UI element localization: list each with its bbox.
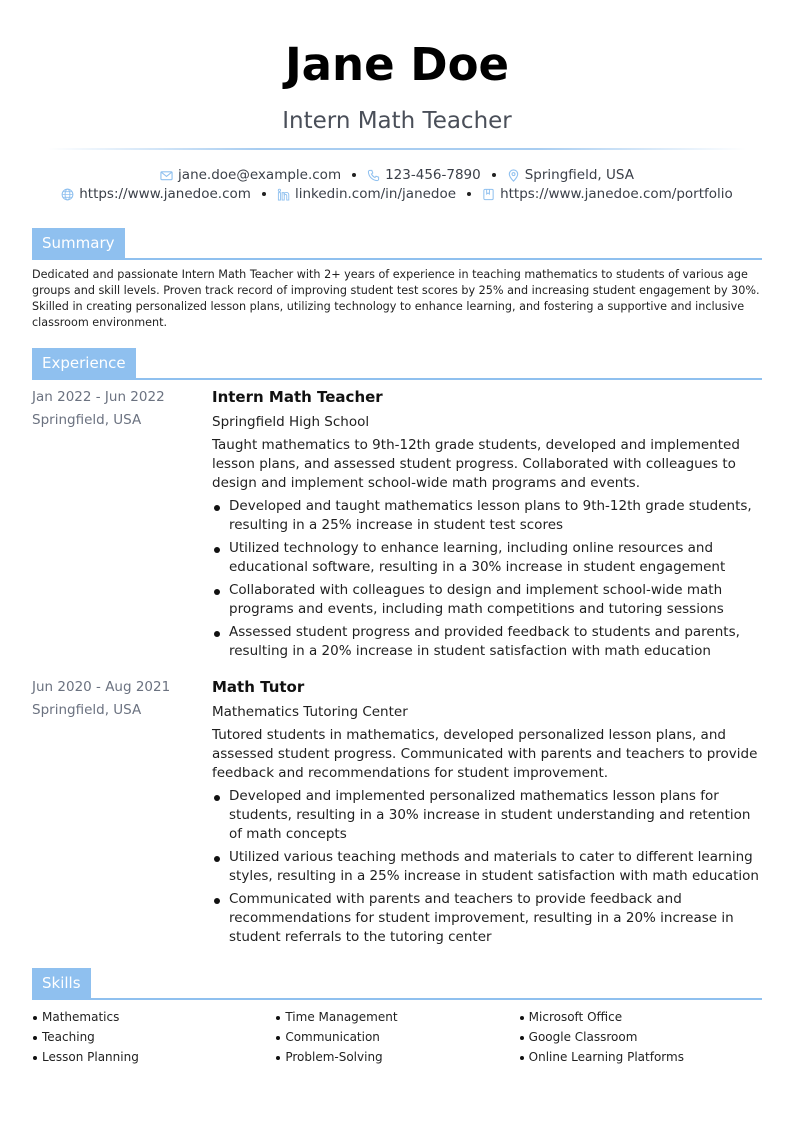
envelope-icon	[160, 169, 173, 182]
contact-linkedin[interactable]	[277, 185, 456, 203]
bullet-item: Assessed student progress and provided feedback to students and parents, resulting in a 20% increase in student satisfaction with math education	[212, 623, 762, 661]
separator-dot	[492, 173, 496, 177]
summary-text: Dedicated and passionate Intern Math Teacher with 2+ years of experience in teaching mathematics to students of various age groups and skill levels. Proven track record of improving student test scores by 25% and increasing student engagement by 30%. Skilled in creating personalized lesson plans, utilizing technology to enhance learning, and fostering a supportive and inclusive classroom environment.	[32, 268, 760, 329]
bullet-item: Collaborated with colleagues to design and implement school-wide math programs and events, including math competitions and tutoring sessions	[212, 581, 762, 619]
experience-role: Intern Math Teacher	[212, 388, 383, 406]
experience-description: Taught mathematics to 9th-12th grade students, developed and implemented lesson plans, and assessed student progress. Collaborated with colleagues to design and implement school-wide math programs and events.	[212, 437, 740, 491]
bullet-item: Utilized various teaching methods and materials to cater to different learning styles, resulting in a 25% increase in student satisfaction with math education	[212, 848, 762, 886]
bookmark-icon	[482, 188, 495, 201]
contact-row-links	[0, 185, 794, 203]
experience-role: Math Tutor	[212, 678, 305, 696]
experience-meta	[32, 386, 202, 432]
experience-bullets	[212, 497, 762, 661]
contact-email[interactable]	[160, 166, 341, 184]
experience-meta	[32, 676, 202, 722]
bullet-item: Developed and implemented personalized mathematics lesson plans for students, resulting in a 30% increase in student understanding and retention of math concepts	[212, 787, 762, 844]
skills-section-header	[32, 968, 762, 1000]
skill-item: Microsoft Office	[519, 1007, 762, 1027]
linkedin-icon	[277, 188, 290, 201]
map-pin-icon	[507, 169, 520, 182]
phone-text: 123-456-7890	[385, 167, 481, 183]
summary-section-header	[32, 228, 762, 260]
experience-organization: Mathematics Tutoring Center	[212, 704, 408, 720]
experience-bullets	[212, 787, 762, 947]
contact-location	[507, 166, 634, 184]
phone-icon	[367, 169, 380, 182]
contact-phone[interactable]	[367, 166, 481, 184]
experience-dates: Jun 2020 - Aug 2021	[32, 679, 171, 695]
experience-location: Springfield, USA	[32, 702, 142, 718]
skills-list	[32, 1007, 762, 1067]
experience-section-header	[32, 348, 762, 380]
skill-item: Lesson Planning	[32, 1047, 275, 1067]
experience-details	[212, 386, 762, 665]
linkedin-link: linkedin.com/in/janedoe	[294, 186, 457, 202]
bullet-item: Communicated with parents and teachers to provide feedback and recommendations for student improvement, resulting in a 20% increase in student referrals to the tutoring center	[212, 890, 762, 947]
skill-item: Problem-Solving	[275, 1047, 518, 1067]
contact-portfolio[interactable]	[482, 185, 733, 203]
skill-item: Teaching	[32, 1027, 275, 1047]
experience-description: Tutored students in mathematics, developed personalized lesson plans, and assessed student progress. Communicated with parents and teachers to provide feedback and recommendations for student improvement.	[212, 727, 758, 781]
skills-column	[519, 1007, 762, 1067]
separator-dot	[262, 192, 266, 196]
contact-row-primary	[0, 166, 794, 184]
experience-heading: Experience	[32, 348, 136, 378]
experience-details	[212, 676, 762, 951]
skills-column	[275, 1007, 518, 1067]
summary-heading: Summary	[32, 228, 125, 258]
separator-dot	[467, 192, 471, 196]
experience-location: Springfield, USA	[32, 412, 142, 428]
contact-website[interactable]	[61, 185, 251, 203]
bullet-item: Utilized technology to enhance learning, including online resources and educational software, resulting in a 30% increase in student engagement	[212, 539, 762, 577]
job-title: Intern Math Teacher	[282, 108, 512, 134]
location-text: Springfield, USA	[524, 167, 634, 183]
skill-item: Mathematics	[32, 1007, 275, 1027]
skills-heading: Skills	[32, 968, 91, 998]
email-text: jane.doe@example.com	[178, 167, 342, 183]
website-link: https://www.janedoe.com	[79, 186, 251, 202]
skill-item: Communication	[275, 1027, 518, 1047]
globe-icon	[61, 188, 74, 201]
skill-item: Online Learning Platforms	[519, 1047, 762, 1067]
header-divider	[48, 148, 746, 150]
candidate-name: Jane Doe	[284, 38, 510, 91]
bullet-item: Developed and taught mathematics lesson plans to 9th-12th grade students, resulting in a 25% increase in student test scores	[212, 497, 762, 535]
experience-organization: Springfield High School	[212, 414, 370, 430]
experience-dates: Jan 2022 - Jun 2022	[32, 389, 165, 405]
separator-dot	[352, 173, 356, 177]
skills-column	[32, 1007, 275, 1067]
skill-item: Google Classroom	[519, 1027, 762, 1047]
skill-item: Time Management	[275, 1007, 518, 1027]
portfolio-link: https://www.janedoe.com/portfolio	[500, 186, 733, 202]
